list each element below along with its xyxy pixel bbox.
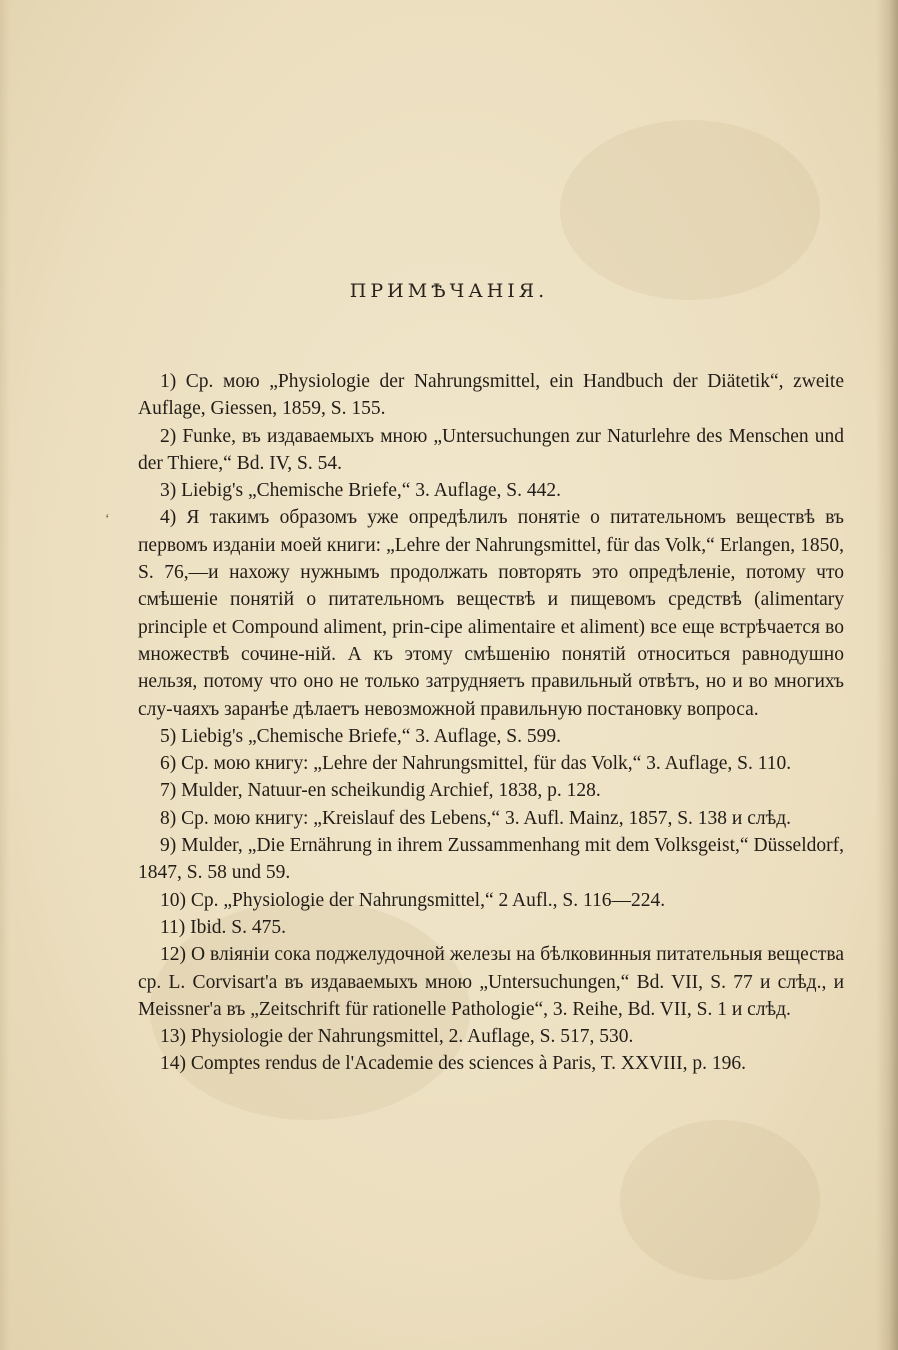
note-8: 8) Ср. мою книгу: „Kreislauf des Lebens,“ 3. Aufl. Mainz, 1857, S. 138 и слѣд. (160, 807, 792, 829)
note-2: 2) Funke, въ издаваемыхъ мною „Untersuchungen zur Naturlehre des Menschen und der Thiere,“ Bd. IV, S. 54. (138, 425, 844, 474)
note-9: 9) Mulder, „Die Ernährung in ihrem Zussammenhang mit dem Volksgeist,“ Düsseldorf, 1847, S. 58 und 59. (138, 835, 844, 884)
page-heading: ПРИМѢЧАНІЯ. (349, 280, 549, 302)
note-4: 4) Я такимъ образомъ уже опредѣлилъ понятіе о питательномъ веществѣ въ первомъ изданіи моей книги: „Lehre der Nahrungsmittel, für das Volk,“ Erlangen, 1850, S. 76,—и нахожу нужнымъ продолжать повторять это опредѣленіе, потому что смѣшеніе понятій о питательномъ веществѣ и пищевомъ средствѣ (alimentary principle et Compound aliment, prin-cipe alimentaire et aliment) все еще встрѣчается во множествѣ сочине-ній. А къ этому смѣшенію понятій относиться равнодушно нельзя, потому что оно не только затрудняетъ правильный отвѣтъ, но и во многихъ слу-чаяхъ заранѣе дѣлаетъ невозможной правильную постановку вопроса. (138, 507, 845, 720)
page-right-edge (876, 0, 898, 1350)
note-12: 12) О вліяніи сока поджелудочной железы на бѣлковинныя питательныя вещества ср. L. Corvisart'a въ издаваемыхъ мною „Untersuchungen,“ Bd. VII, S. 77 и слѣд., и Meissner'a въ „Zeitschrift für rationelle Pathologie“, 3. Reihe, Bd. VII, S. 1 и слѣд. (138, 944, 845, 1020)
notes-list (138, 368, 844, 1078)
note-6: 6) Ср. мою книгу: „Lehre der Nahrungsmittel, für das Volk,“ 3. Auflage, S. 110. (160, 753, 792, 775)
note-5: 5) Liebig's „Chemische Briefe,“ 3. Auflage, S. 599. (160, 725, 561, 747)
note-14: 14) Comptes rendus de l'Academie des sciences à Paris, T. XXVIII, p. 196. (160, 1053, 747, 1075)
note-10: 10) Ср. „Physiologie der Nahrungsmittel,“ 2 Aufl., S. 116—224. (160, 889, 666, 911)
note-7: 7) Mulder, Natuur-en scheikundig Archief, 1838, p. 128. (160, 780, 601, 802)
note-3: 3) Liebig's „Chemische Briefe,“ 3. Auflage, S. 442. (160, 480, 561, 502)
margin-mark: ʻ (105, 512, 110, 527)
page-left-edge (0, 0, 10, 1350)
note-1: 1) Ср. мою „Physiologie der Nahrungsmittel, ein Handbuch der Diätetik“, zweite Auflage, Giessen, 1859, S. 155. (138, 371, 844, 420)
note-11: 11) Ibid. S. 475. (160, 916, 287, 938)
note-13: 13) Physiologie der Nahrungsmittel, 2. Auflage, S. 517, 530. (160, 1026, 634, 1048)
